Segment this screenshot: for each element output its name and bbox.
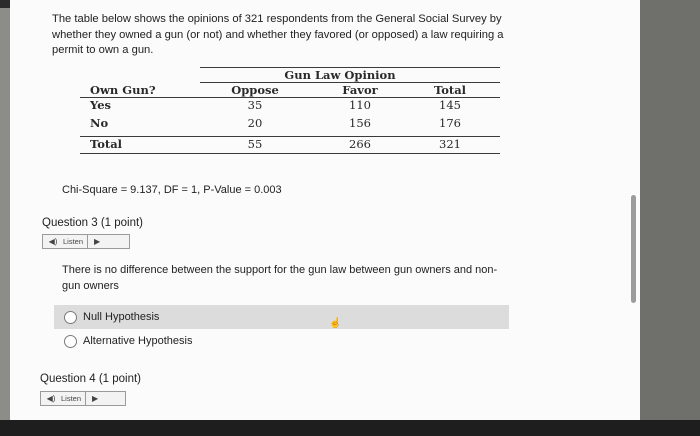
column-header-favor: Favor bbox=[342, 83, 378, 97]
background-right bbox=[640, 0, 700, 436]
question-3-title: Question 3 (1 point) bbox=[42, 217, 144, 229]
listen-label: Listen bbox=[63, 235, 88, 248]
column-header-own-gun: Own Gun? bbox=[90, 83, 156, 97]
listen-button-q3[interactable] bbox=[42, 234, 130, 249]
pointer-cursor-icon: ☝ bbox=[329, 318, 342, 329]
cell-total-oppose: 55 bbox=[247, 137, 263, 151]
column-header-oppose: Oppose bbox=[231, 83, 279, 97]
option-label: Alternative Hypothesis bbox=[83, 335, 193, 347]
option-null-hypothesis[interactable] bbox=[54, 305, 509, 329]
row-label-total: Total bbox=[90, 137, 123, 151]
cell-yes-favor: 110 bbox=[349, 98, 371, 112]
background-bottom bbox=[0, 420, 700, 436]
listen-label: Listen bbox=[61, 392, 86, 405]
cell-no-total: 176 bbox=[439, 116, 461, 130]
quiz-page bbox=[10, 0, 640, 421]
play-icon[interactable]: ▶ bbox=[91, 394, 99, 403]
row-label-no: No bbox=[90, 116, 109, 130]
question-3-text: There is no difference between the support for the gun law between gun owners and non-gun owners bbox=[62, 264, 498, 292]
cell-total-favor: 266 bbox=[349, 137, 371, 151]
radio-button[interactable] bbox=[64, 311, 77, 324]
intro-paragraph: The table below shows the opinions of 321 respondents from the General Social Survey by whether they owned a gun (or not) and whether they favored (or opposed) a law requiring a permit to own a gun. bbox=[52, 13, 504, 56]
option-alternative-hypothesis[interactable] bbox=[54, 329, 192, 353]
radio-button[interactable] bbox=[64, 335, 77, 348]
chi-square-result: Chi-Square = 9.137, DF = 1, P-Value = 0.003 bbox=[62, 184, 282, 196]
contingency-table bbox=[70, 60, 500, 160]
listen-button-q4[interactable] bbox=[40, 391, 126, 406]
cell-no-favor: 156 bbox=[349, 116, 371, 130]
cell-no-oppose: 20 bbox=[247, 116, 263, 130]
speaker-icon: ◀) bbox=[48, 237, 58, 246]
table-bottom-rule bbox=[80, 153, 500, 154]
speaker-icon: ◀) bbox=[46, 394, 56, 403]
cell-total-total: 321 bbox=[439, 137, 461, 151]
option-label: Null Hypothesis bbox=[83, 311, 160, 323]
cell-yes-total: 145 bbox=[439, 98, 461, 112]
scrollbar[interactable] bbox=[631, 195, 636, 303]
question-4-title: Question 4 (1 point) bbox=[40, 373, 142, 385]
play-icon[interactable]: ▶ bbox=[93, 237, 101, 246]
spanner-header: Gun Law Opinion bbox=[284, 68, 396, 82]
row-label-yes: Yes bbox=[90, 98, 112, 112]
column-header-total: Total bbox=[433, 83, 467, 97]
cell-yes-oppose: 35 bbox=[247, 98, 263, 112]
